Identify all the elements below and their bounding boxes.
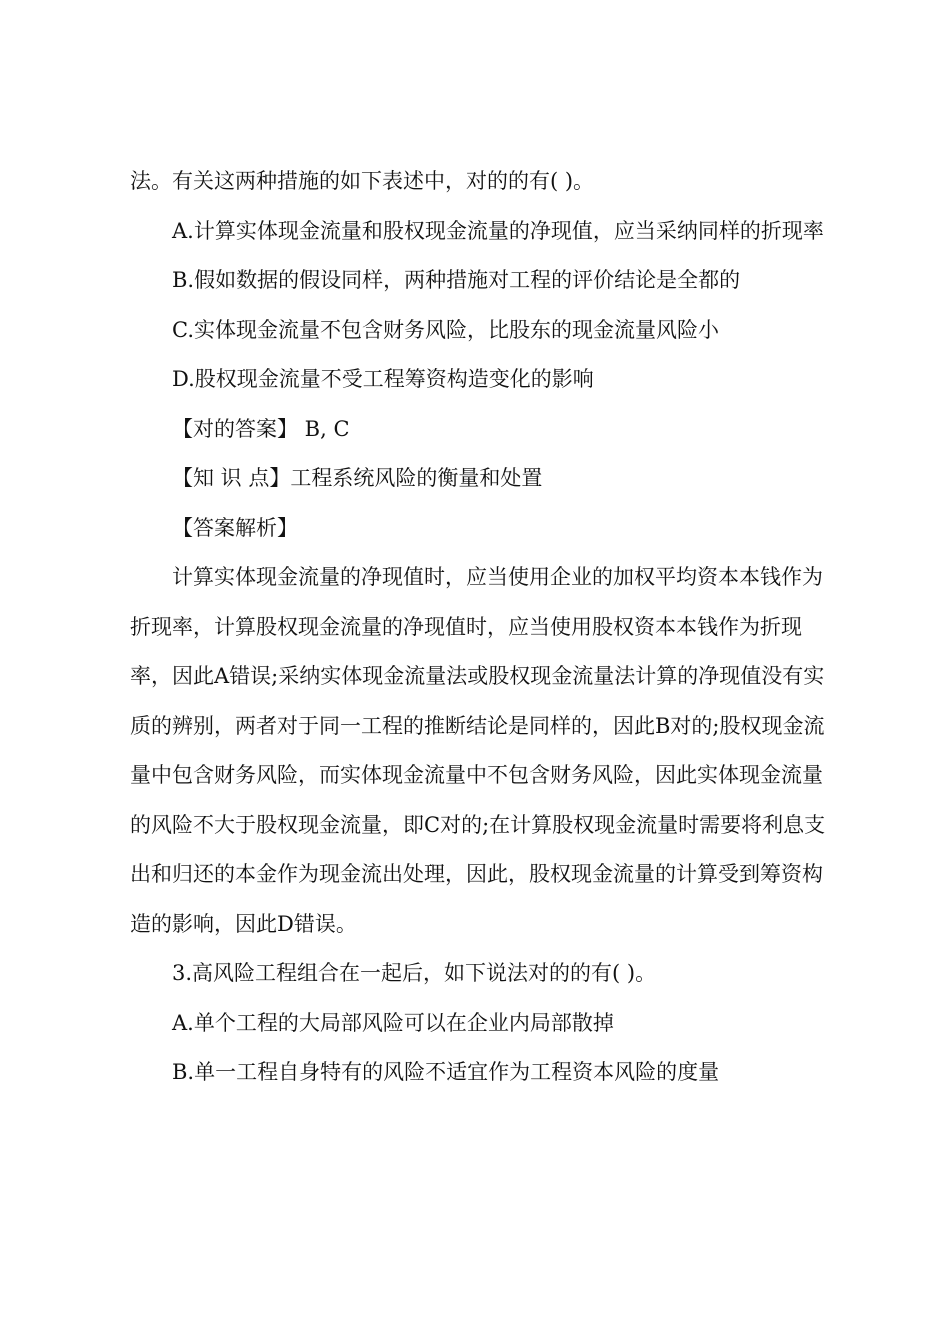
document-body <box>130 157 830 1098</box>
answer-analysis-text: 计算实体现金流量的净现值时，应当使用企业的加权平均资本本钱作为折现率，计算股权现金流量的净现值时，应当使用股权资本本钱作为折现率，因此A错误;采纳实体现金流量法或股权现金流量法计算的净现值没有实质的辨别，两者对于同一工程的推断结论是同样的，因此B对的;股权现金流量中包含财务风险，而实体现金流量中不包含财务风险，因此实体现金流量的风险不大于股权现金流量，即C对的;在计算股权现金流量时需要将利息支出和归还的本金作为现金流出处理，因此，股权现金流量的计算受到筹资构造的影响，因此D错误。 <box>130 565 826 936</box>
question-3-stem: 3.高风险工程组合在一起后，如下说法对的的有( )。 <box>172 961 657 985</box>
question-stem-continuation: 法。有关这两种措施的如下表述中，对的的有( )。 <box>130 169 595 193</box>
option-c: C.实体现金流量不包含财务风险，比股东的现金流量风险小 <box>172 317 719 342</box>
correct-answer: 【对的答案】 B, C <box>172 416 350 441</box>
question-3-option-a: A.单个工程的大局部风险可以在企业内局部散掉 <box>172 1010 614 1035</box>
option-b: B.假如数据的假设同样，两种措施对工程的评价结论是全都的 <box>172 268 741 292</box>
answer-analysis-heading: 【答案解析】 <box>172 515 298 540</box>
question-3-option-b: B.单一工程自身特有的风险不适宜作为工程资本风险的度量 <box>172 1060 720 1084</box>
option-d: D.股权现金流量不受工程筹资构造变化的影响 <box>172 367 594 391</box>
knowledge-point: 【知 识 点】工程系统风险的衡量和处置 <box>172 466 543 490</box>
option-a: A.计算实体现金流量和股权现金流量的净现值，应当采纳同样的折现率 <box>172 218 824 243</box>
